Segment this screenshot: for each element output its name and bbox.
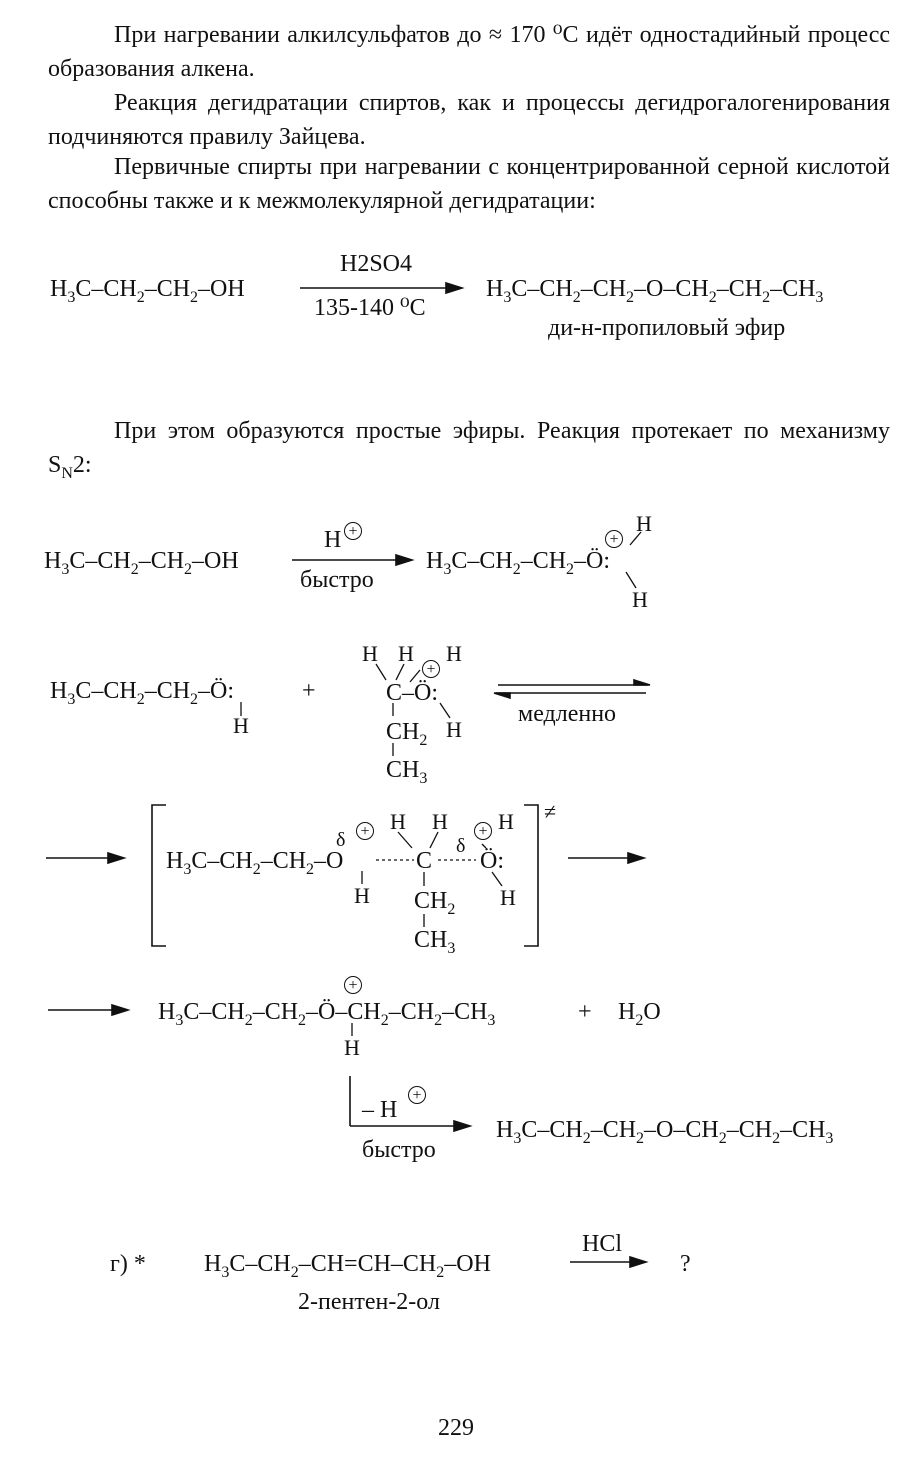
hydrogen-atom: H [362, 641, 378, 666]
condition-fast-2: быстро [362, 1137, 436, 1163]
paragraph-text: При этом образуются простые эфиры. Реакция протекает по механизму S [48, 418, 890, 478]
plus-sign: + [578, 999, 592, 1025]
reactant-propanol: $H_3C-CH_2-CH_2-OH$ [50, 276, 245, 306]
hydrogen-atom: H [636, 511, 652, 536]
plus-charge-icon: + [605, 530, 623, 548]
reagent-sulfuric-acid: H2SO4 [340, 251, 413, 277]
reagent-hcl: HCl [582, 1231, 623, 1257]
hydrogen-atom: H [398, 641, 414, 666]
plus-sign: + [302, 678, 316, 704]
hydrogen-atom: H [500, 885, 516, 910]
proton-reagent: H [324, 527, 342, 553]
page-number: 229 [438, 1415, 474, 1441]
subscript-n: N [61, 465, 73, 482]
task-result: ? [680, 1251, 691, 1277]
plus-charge-icon: + [344, 976, 362, 994]
hydrogen-atom: H [498, 809, 514, 834]
ch3-group: $CH_3$ [386, 757, 428, 787]
condition-fast: быстро [300, 567, 374, 593]
hydrogen-atom: H [446, 717, 462, 742]
deprotonation-reagent: – H [362, 1097, 398, 1123]
product-name: ди-н-пропиловый эфир [548, 315, 786, 341]
plus-charge-icon: + [408, 1086, 426, 1104]
delta-symbol: δ [456, 835, 466, 857]
paragraph-text-end: 2: [72, 452, 92, 478]
paragraph-text: Первичные спирты при нагревании с концентрированной серной кислотой способны также и к межмолекулярной дегидратации: [48, 154, 890, 214]
ch3-group: $CH_3$ [414, 927, 456, 957]
protonated-alcohol: $H_3C-CH_2-CH_2-Ö$: [426, 548, 611, 578]
paragraph-text: Реакция дегидратации спиртов, как и процессы дегидрогалогенирования подчиняются правилу Зайцева. [48, 90, 890, 150]
ch2-group: $CH_2$ [386, 719, 428, 749]
plus-charge-icon: + [474, 822, 492, 840]
task-label: г) * [110, 1251, 146, 1277]
condition-slow: медленно [518, 701, 617, 727]
plus-charge-icon: + [422, 660, 440, 678]
hydrogen-atom: H [233, 713, 249, 738]
plus-charge-icon: + [356, 822, 374, 840]
mechanism-propanol-2: $H_3C-CH_2-CH_2-Ö$: [50, 678, 235, 708]
final-ether: $H_3C-CH_2-CH_2-O-CH_2-CH_2-CH_3$ [496, 1117, 834, 1147]
transition-state-carbon: C [416, 848, 433, 874]
compound-name: 2-пентен-2-ол [298, 1289, 440, 1315]
transition-state-oxygen: Ö: [480, 848, 504, 874]
hydrogen-atom: H [446, 641, 462, 666]
transition-state-chain: $H_3C-CH_2-CH_2-O$ [166, 848, 344, 878]
plus-charge-icon: + [344, 522, 362, 540]
hydrogen-atom: H [432, 809, 448, 834]
transition-state-mark: ≠ [544, 799, 557, 824]
oxonium-ion: $H_3C-CH_2-CH_2-Ö-CH_2-CH_2-CH_3$ [158, 999, 496, 1029]
hydrogen-atom: H [354, 883, 370, 908]
paragraph-text: При нагревании алкилсульфатов до ≈ 170 ⁰С идёт одностадийный процесс образования алкена. [48, 22, 890, 82]
water-molecule: $H_2O$ [618, 999, 661, 1029]
hydrogen-atom: H [344, 1035, 360, 1060]
delta-symbol: δ [336, 829, 346, 851]
protonated-propanol-c: C–Ö: [386, 680, 439, 706]
mechanism-propanol: $H_3C-CH_2-CH_2-OH$ [44, 548, 239, 578]
product-dipropyl-ether: $H_3C-CH_2-CH_2-O-CH_2-CH_2-CH_3$ [486, 276, 824, 306]
hydrogen-atom: H [632, 587, 648, 612]
task-compound: $H_3C-CH_2-CH=CH-CH_2-OH$ [204, 1251, 491, 1281]
condition-temperature: 135-140 ⁰С [314, 295, 426, 321]
hydrogen-atom: H [390, 809, 406, 834]
ch2-group: $CH_2$ [414, 888, 456, 918]
